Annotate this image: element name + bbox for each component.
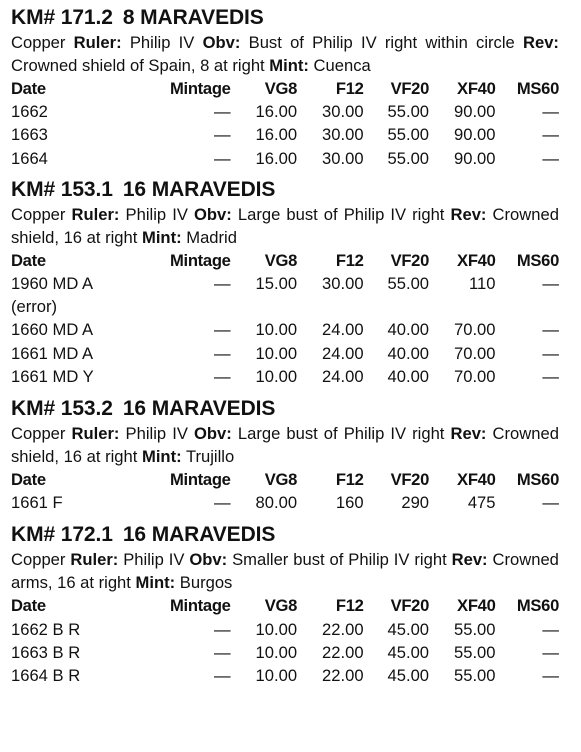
cell-vf20: 45.00 [387,642,430,662]
metal: Copper [11,33,66,52]
cell-mintage: — [214,125,231,145]
cell-ms60: — [542,125,559,145]
cell-f12: 30.00 [322,102,364,122]
entry-description [11,31,559,77]
column-header-xf40: XF40 [457,470,496,490]
catalog-entry [11,6,559,170]
denomination: 16 MARAVEDIS [122,177,276,201]
obverse-label: Obv: [189,550,228,570]
column-header-date: Date [11,250,46,270]
price-table [11,249,559,388]
header-row [11,594,559,617]
cell-xf40: 55.00 [453,642,496,662]
catalog-entry [11,178,559,388]
cell-ms60: — [542,102,559,122]
column-header-vg8: VG8 [264,79,298,98]
column-header-vf20: VF20 [390,79,430,98]
cell-xf40: 90.00 [453,148,496,168]
column-header-ms60: MS60 [516,470,559,490]
cell-xf40: 70.00 [453,320,496,340]
cell-vf20: 55.00 [387,102,430,122]
column-header-ms60: MS60 [516,250,559,270]
price-table [11,77,559,170]
column-header-date: Date [11,596,46,616]
column-header-f12: F12 [335,250,364,270]
denomination: 16 MARAVEDIS [122,523,276,547]
reverse: Crowned shield, 16 at right [11,204,559,247]
column-header-mintage: Mintage [170,79,231,98]
km-number: KM# 172.1 [11,523,113,547]
reverse-label: Rev: [450,424,487,444]
cell-vg8: 10.00 [255,343,298,363]
metal: Copper [11,204,66,224]
mint: Trujillo [185,447,235,467]
catalog-entry [11,397,559,514]
cell-vf20: 55.00 [387,148,430,168]
obverse: Large bust of Philip IV right [237,424,445,444]
price-table [11,468,559,514]
mint-label: Mint: [135,573,176,593]
column-header-mintage: Mintage [170,250,231,270]
column-header-f12: F12 [335,470,364,490]
cell-f12: 24.00 [322,366,364,386]
column-header-f12: F12 [335,79,364,98]
column-header-vf20: VF20 [390,596,430,616]
entry-description [11,203,559,249]
cell-vg8: 80.00 [255,493,298,513]
obverse: Large bust of Philip IV right [237,204,445,224]
table-row [11,272,559,318]
column-header-xf40: XF40 [457,596,496,616]
cell-mintage: — [214,274,231,294]
cell-f12: 30.00 [322,125,364,145]
cell-xf40: 55.00 [453,666,496,686]
cell-f12: 22.00 [322,666,364,686]
ruler-label: Ruler: [73,33,122,52]
cell-f12: 30.00 [322,274,364,294]
price-table [11,594,559,687]
cell-date: 1661 MD A [11,343,94,363]
ruler: Philip IV [125,204,188,224]
cell-xf40: 55.00 [453,619,496,639]
cell-date: 1960 MD A (error) [11,274,94,317]
cell-f12: 24.00 [322,343,364,363]
ruler-label: Ruler: [71,204,120,224]
cell-ms60: — [542,148,559,168]
catalog-entry [11,523,559,687]
mint: Madrid [186,227,237,247]
mint-label: Mint: [142,447,182,467]
denomination: 16 MARAVEDIS [122,397,276,421]
km-number: KM# 171.2 [11,6,113,29]
cell-vf20: 45.00 [387,666,430,686]
obverse-label: Obv: [193,204,232,224]
reverse-label: Rev: [451,550,488,570]
cell-f12: 160 [335,493,364,513]
cell-vg8: 10.00 [255,642,298,662]
reverse-label: Rev: [522,33,559,52]
cell-xf40: 90.00 [453,102,496,122]
entry-title [11,178,559,202]
cell-f12: 22.00 [322,642,364,662]
obverse: Smaller bust of Philip IV right [232,550,447,570]
ruler-label: Ruler: [70,550,119,570]
column-header-mintage: Mintage [170,596,231,616]
cell-vf20: 290 [401,493,430,513]
denomination: 8 MARAVEDIS [122,6,264,29]
cell-mintage: — [214,320,231,340]
obverse-label: Obv: [202,33,241,52]
cell-mintage: — [214,493,231,513]
cell-ms60: — [542,343,559,363]
table-row [11,641,559,664]
cell-vg8: 10.00 [255,619,298,639]
reverse: Crowned shield, 16 at right [11,424,559,467]
cell-mintage: — [214,102,231,122]
table-row [11,123,559,146]
reverse: Crowned arms, 16 at right [11,550,559,593]
column-header-date: Date [11,470,46,490]
cell-f12: 24.00 [322,320,364,340]
reverse-label: Rev: [450,204,487,224]
column-header-vg8: VG8 [264,470,298,490]
cell-vf20: 40.00 [387,343,430,363]
cell-vf20: 40.00 [387,366,430,386]
ruler: Philip IV [123,550,185,570]
table-row [11,342,559,365]
cell-f12: 30.00 [322,148,364,168]
ruler: Philip IV [125,424,188,444]
cell-vg8: 10.00 [255,666,298,686]
column-header-xf40: XF40 [457,250,496,270]
table-row [11,318,559,341]
cell-date: 1660 MD A [11,320,94,340]
ruler: Philip IV [129,33,195,52]
table-row [11,100,559,123]
column-header-mintage: Mintage [170,470,231,490]
metal: Copper [11,424,66,444]
reverse: Crowned shield of Spain, 8 at right [11,56,265,75]
cell-xf40: 475 [467,493,496,513]
table-row [11,664,559,687]
ruler-label: Ruler: [71,424,120,444]
cell-vg8: 16.00 [255,148,298,168]
mint-label: Mint: [142,227,182,247]
column-header-xf40: XF40 [457,79,496,98]
cell-ms60: — [542,366,559,386]
table-row [11,365,559,388]
mint: Cuenca [313,56,371,75]
mint-label: Mint: [269,56,309,75]
cell-date: 1664 B R [11,666,81,686]
cell-ms60: — [542,619,559,639]
cell-xf40: 70.00 [453,366,496,386]
table-row [11,147,559,170]
cell-date: 1661 F [11,493,63,513]
column-header-vf20: VF20 [390,250,430,270]
cell-ms60: — [542,642,559,662]
cell-mintage: — [214,366,231,386]
entry-description [11,548,559,594]
cell-mintage: — [214,642,231,662]
cell-date: 1662 [11,102,48,122]
metal: Copper [11,550,66,570]
column-header-date: Date [11,79,46,98]
cell-vf20: 40.00 [387,320,430,340]
cell-vg8: 10.00 [255,366,298,386]
cell-vg8: 10.00 [255,320,298,340]
cell-vg8: 16.00 [255,102,298,122]
entry-title [11,523,559,547]
obverse-label: Obv: [193,424,232,444]
entry-title [11,397,559,421]
column-header-vg8: VG8 [264,596,298,616]
mint: Burgos [179,573,233,593]
cell-mintage: — [214,343,231,363]
cell-ms60: — [542,274,559,294]
column-header-ms60: MS60 [516,596,559,616]
cell-vf20: 55.00 [387,274,430,294]
cell-xf40: 90.00 [453,125,496,145]
cell-mintage: — [214,666,231,686]
entry-title [11,6,559,30]
column-header-vf20: VF20 [390,470,430,490]
cell-vg8: 16.00 [255,125,298,145]
obverse: Bust of Philip IV right within circle [248,33,515,52]
cell-xf40: 110 [469,274,496,294]
header-row [11,468,559,491]
cell-mintage: — [214,148,231,168]
cell-vg8: 15.00 [255,274,298,294]
cell-date: 1662 B R [11,619,81,639]
cell-f12: 22.00 [322,619,364,639]
cell-date: 1664 [11,148,48,168]
cell-ms60: — [542,666,559,686]
column-header-ms60: MS60 [516,79,559,98]
cell-ms60: — [542,320,559,340]
cell-ms60: — [542,493,559,513]
cell-mintage: — [214,619,231,639]
km-number: KM# 153.2 [11,397,113,421]
cell-date: 1663 [11,125,48,145]
cell-date: 1661 MD Y [11,366,94,386]
column-header-f12: F12 [335,596,364,616]
column-header-vg8: VG8 [264,250,298,270]
cell-vf20: 55.00 [387,125,430,145]
cell-xf40: 70.00 [453,343,496,363]
header-row [11,77,559,100]
entry-description [11,422,559,468]
coin-catalog [11,6,559,687]
cell-date: 1663 B R [11,642,81,662]
table-row [11,491,559,514]
km-number: KM# 153.1 [11,177,113,201]
cell-vf20: 45.00 [387,619,430,639]
header-row [11,249,559,272]
table-row [11,618,559,641]
